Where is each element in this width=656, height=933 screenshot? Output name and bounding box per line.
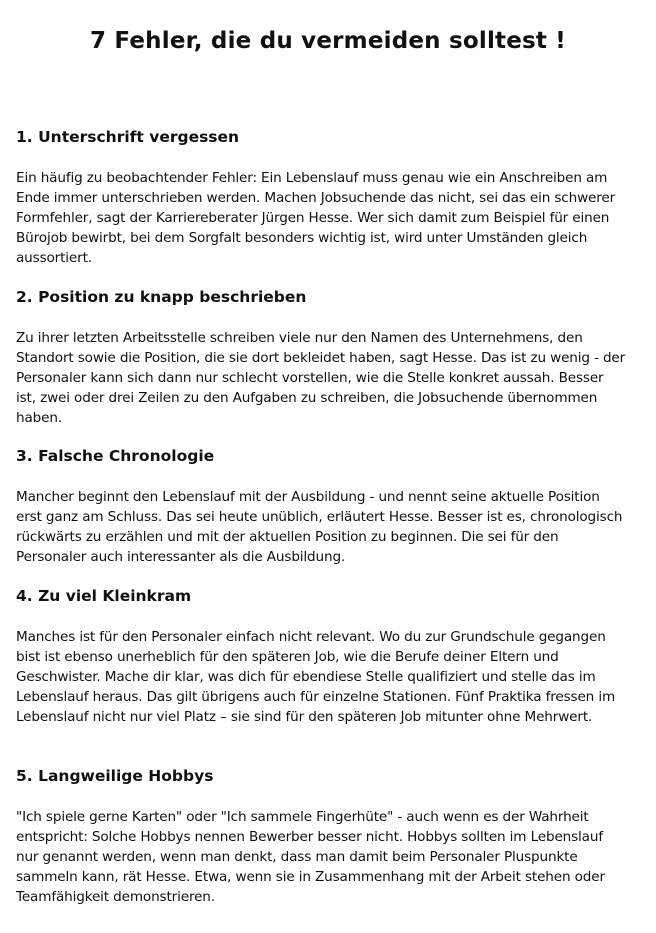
page-title: 7 Fehler, die du vermeiden solltest ! (89, 28, 566, 54)
section-heading: 4. Zu viel Kleinkram (16, 587, 192, 605)
section-text: Manches ist für den Personaler einfach nicht relevant. Wo du zur Grundschule gegangen bist ist ebenso unerheblich für den späteren Job, wie die Berufe deiner Eltern und Geschwister. Mache dir klar, was dich für ebendiese Stelle qualifiziert und stelle das im Lebenslauf heraus. Das gilt übrigens auch für einzelne Stationen. Fünf Praktika fressen im Lebenslauf nicht nur viel Platz – sie sind für den späteren Job mitunter ohne Mehrwert. (16, 629, 616, 725)
section-heading: 3. Falsche Chronologie (16, 447, 215, 465)
section-hobbys (16, 765, 626, 905)
section-heading: 2. Position zu knapp beschrieben (16, 288, 307, 306)
section-kleinkram (16, 585, 626, 725)
section-heading: 5. Langweilige Hobbys (16, 767, 214, 785)
section-unterschrift (16, 126, 626, 266)
section-text: "Ich spiele gerne Karten" oder "Ich sammele Fingerhüte" - auch wenn es der Wahrheit entspricht: Solche Hobbys nennen Bewerber besser nicht. Hobbys sollten im Lebenslauf nur genannt werden, wenn man denkt, dass man damit beim Personaler Pluspunkte sammeln kann, rät Hesse. Etwa, wenn sie in Zusammenhang mit der Arbeit stehen oder Teamfähigkeit demonstrieren. (16, 809, 605, 905)
section-heading: 1. Unterschrift vergessen (16, 128, 240, 146)
section-text: Zu ihrer letzten Arbeitsstelle schreiben viele nur den Namen des Unternehmens, den Standort sowie die Position, die sie dort bekleidet haben, sagt Hesse. Das ist zu wenig - der Personaler kann sich dann nur schlecht vorstellen, wie die Stelle konkret aussah. Besser ist, zwei oder drei Zeilen zu den Aufgaben zu schreiben, die Jobsuchende übernommen haben. (16, 330, 626, 426)
section-chronologie (16, 445, 626, 565)
section-position (16, 286, 626, 426)
section-text: Mancher beginnt den Lebenslauf mit der Ausbildung - und nennt seine aktuelle Position erst ganz am Schluss. Das sei heute unüblich, erläutert Hesse. Besser ist es, chronologisch rückwärts zu erzählen und mit der aktuellen Position zu beginnen. Die sei für den Personaler auch interessanter als die Ausbildung. (16, 489, 623, 565)
section-text: Ein häufig zu beobachtender Fehler: Ein Lebenslauf muss genau wie ein Anschreiben am Ende immer unterschrieben werden. Machen Jobsuchende das nicht, sei das ein schwerer Formfehler, sagt der Karriereberater Jürgen Hesse. Wer sich damit zum Beispiel für einen Bürojob bewirbt, bei dem Sorgfalt besonders wichtig ist, wird unter Umständen gleich aussortiert. (16, 170, 616, 266)
